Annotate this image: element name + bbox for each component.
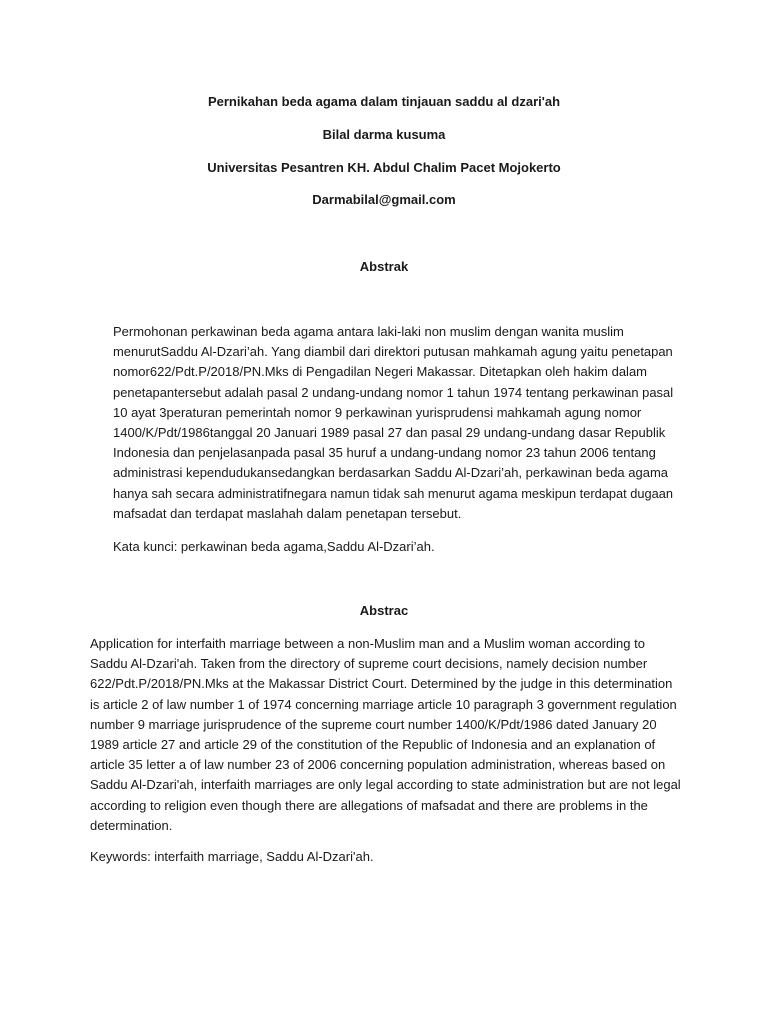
abstract-heading: Abstrac (359, 603, 409, 618)
abstract-line: 622/Pdt.P/2018/PN.Mks at the Makassar District Court. Determined by the judge in this determination (90, 676, 673, 692)
author-email: Darmabilal@gmail.com (312, 192, 456, 207)
abstract-line: determination. (90, 817, 173, 833)
abstract-keywords: Keywords: interfaith marriage, Saddu Al-Dzari'ah. (90, 849, 374, 864)
abstrak-line: administrasi kependudukansedangkan berdasarkan Saddu Al-Dzari’ah, perkawinan beda agama (113, 465, 669, 481)
abstrak-line: Permohonan perkawinan beda agama antara laki-laki non muslim dengan wanita muslim (113, 324, 624, 339)
abstrak-line: menurutSaddu Al-Dzari’ah. Yang diambil dari direktori putusan mahkamah agung yaitu penetapan (113, 344, 673, 360)
author-affiliation: Universitas Pesantren KH. Abdul Chalim Pacet Mojokerto (207, 160, 561, 175)
abstract-line: number 9 marriage jurisprudence of the supreme court number 1400/K/Pdt/1986 dated January 20 (90, 716, 657, 732)
abstrak-line: hanya sah secara administratifnegara namun tidak sah menurut agama meskipun terdapat dugaan (113, 485, 674, 501)
abstrak-line: Indonesia dan penjelasanpada pasal 35 huruf a undang-undang nomor 23 tahun 2006 tentang (113, 445, 656, 461)
abstract-line: article 35 letter a of law number 23 of 2006 concerning population administration, whereas based on (90, 757, 666, 773)
paper-title: Pernikahan beda agama dalam tinjauan saddu al dzari'ah (207, 94, 561, 109)
abstrak-line: 1400/K/Pdt/1986tanggal 20 Januari 1989 pasal 27 dan pasal 29 undang-undang dasar Republik (113, 425, 666, 441)
abstrak-heading: Abstrak (359, 259, 409, 274)
abstrak-body (113, 322, 673, 524)
abstract-line: Saddu Al-Dzari'ah, interfaith marriages are only legal according to state administration but are not legal (90, 777, 681, 793)
abstrak-line: penetapantersebut adalah pasal 2 undang-undang nomor 1 tahun 1974 tentang perkawinan pasal (113, 384, 674, 400)
abstract-line: is article 2 of law number 1 of 1974 concerning marriage article 10 paragraph 3 government regulation (90, 696, 677, 712)
abstrak-keywords: Kata kunci: perkawinan beda agama,Saddu Al-Dzari’ah. (113, 539, 435, 554)
abstract-line: Saddu Al-Dzari'ah. Taken from the directory of supreme court decisions, namely decision number (90, 656, 648, 672)
abstrak-line: 10 ayat 3peraturan pemerintah nomor 9 perkawinan yurisprudensi mahkamah agung nomor (113, 404, 642, 420)
abstract-line: according to religion even though there are allegations of mafsadat and there are problems in the (90, 797, 648, 813)
abstract-line: Application for interfaith marriage between a non-Muslim man and a Muslim woman according to (90, 636, 645, 651)
abstract-line: 1989 article 27 and article 29 of the constitution of the Republic of Indonesia and an explanation of (90, 737, 656, 753)
abstract-body (90, 634, 690, 836)
abstrak-line: nomor622/Pdt.P/2018/PN.Mks di Pengadilan Negeri Makassar. Ditetapkan oleh hakim dalam (113, 364, 648, 380)
author-name: Bilal darma kusuma (322, 127, 446, 142)
abstrak-line: mafsadat dan terdapat maslahah dalam penetapan tersebut. (113, 505, 462, 521)
